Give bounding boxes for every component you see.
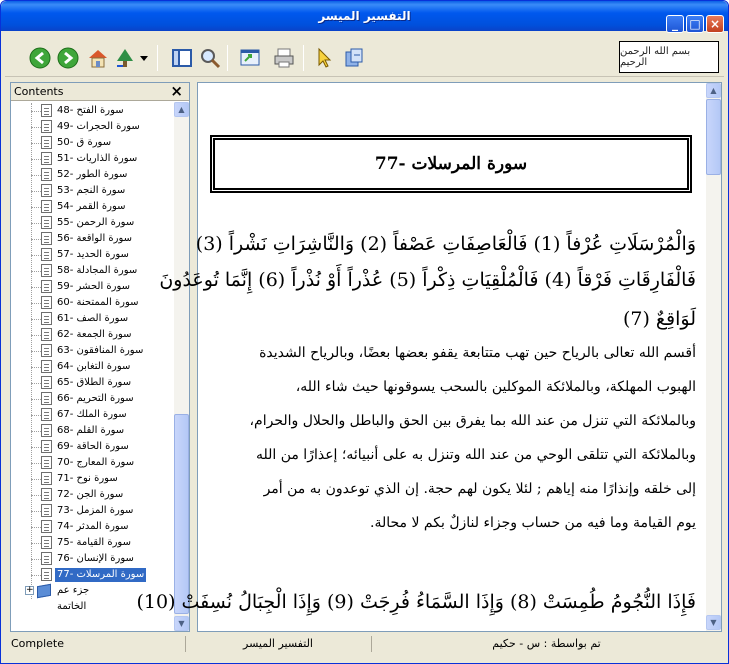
search-icon[interactable] [197, 45, 223, 71]
tree-item[interactable] [11, 263, 173, 279]
scroll-thumb[interactable] [174, 414, 189, 614]
expand-icon[interactable]: + [26, 585, 34, 595]
status-app-name: التفسير الميسر [185, 636, 370, 652]
document-icon [41, 344, 52, 357]
scroll-down-icon[interactable]: ▼ [174, 616, 189, 631]
tree-item[interactable] [11, 439, 173, 455]
tree-item[interactable] [11, 423, 173, 439]
document-icon [41, 504, 52, 517]
tree-item[interactable] [11, 487, 173, 503]
contents-header [11, 83, 189, 101]
tree-item-label: سورة الطور -52 [57, 169, 128, 180]
dropdown-arrow-icon[interactable] [138, 45, 150, 71]
tree-item[interactable] [11, 359, 173, 375]
tree-item[interactable] [11, 327, 173, 343]
tree-item[interactable] [11, 311, 173, 327]
home-icon[interactable] [85, 45, 111, 71]
forward-icon[interactable] [55, 45, 81, 71]
content-scrollbar[interactable] [706, 83, 721, 631]
tree-item[interactable] [11, 567, 173, 583]
tree-item[interactable] [11, 279, 173, 295]
document-icon [41, 152, 52, 165]
tree-item-label: سورة القيامة -75 [57, 537, 131, 548]
tafsir-line: أقسم الله تعالى بالرياح حين تهب متتابعة يقفو بعضها بعضًا، وبالرياح الشديدة [259, 345, 696, 361]
document-icon [41, 424, 52, 437]
tafsir-line: وبالملائكة التي تنزل من عند الله بما يفرق بين الحق والباطل والحلال والحرام، [249, 413, 696, 429]
document-icon [41, 296, 52, 309]
document-icon [41, 248, 52, 261]
tree-item-label: سورة المنافقون -63 [57, 345, 144, 356]
ayah-line: فَإِذَا النُّجُومُ طُمِسَتْ (8) وَإِذَا السَّمَاءُ فُرِجَتْ (9) وَإِذَا الْجِبَالُ نُسِفَتْ (10) [136, 591, 696, 613]
document-icon [41, 104, 52, 117]
document-icon [41, 488, 52, 501]
tree-item-label: سورة الحاقة -69 [57, 441, 129, 452]
scroll-down-icon[interactable]: ▼ [706, 615, 721, 630]
document-icon [41, 312, 52, 325]
hyperlink-icon[interactable] [237, 45, 263, 71]
contents-title: Contents [14, 85, 64, 98]
tree-item-label: الخاتمة [57, 601, 87, 612]
tree-item-label: سورة المدثر -74 [57, 521, 129, 532]
status-text: Complete [11, 637, 65, 650]
document-icon [41, 184, 52, 197]
document-icon [41, 536, 52, 549]
document-icon [41, 264, 52, 277]
document-icon [41, 520, 52, 533]
contents-pane [10, 82, 190, 632]
tree-item-label: سورة ق -50 [57, 137, 112, 148]
tree-item-label: سورة الجمعة -62 [57, 329, 132, 340]
options-icon[interactable] [341, 45, 367, 71]
tree-item-label: سورة الحجرات -49 [57, 121, 140, 132]
tree-item[interactable] [11, 519, 173, 535]
locate-tree-icon[interactable] [112, 45, 138, 71]
tree-item-label: سورة الواقعة -56 [57, 233, 133, 244]
tree-item[interactable] [11, 167, 173, 183]
toolbar [5, 37, 724, 77]
document-icon [41, 136, 52, 149]
tafsir-line: وبالملائكة التي تتلقى الوحي من عند الله وتنزل به على أنبيائه؛ إعذارًا من الله [255, 447, 696, 463]
tree-item[interactable] [11, 151, 173, 167]
tree-item[interactable] [11, 343, 173, 359]
document-icon [41, 408, 52, 421]
document-icon [41, 280, 52, 293]
tree-item[interactable] [11, 551, 173, 567]
back-icon[interactable] [27, 45, 53, 71]
tree-item-label: سورة الحشر -59 [57, 281, 131, 292]
tree-item-label: سورة القلم -68 [57, 425, 125, 436]
ayah-line: وَالْمُرْسَلَاتِ عُرْفاً (1) فَالْعَاصِفَاتِ عَصْفاً (2) وَالنَّاشِرَاتِ نَشْراً (3) [195, 233, 696, 255]
tree-item-label: سورة نوح -71 [57, 473, 118, 484]
tree-item-label: سورة الرحمن -55 [57, 217, 135, 228]
sura-title: 77- سورة المرسلات [374, 154, 528, 174]
tree-item[interactable] [11, 183, 173, 199]
tree-item[interactable] [11, 119, 173, 135]
tree-item-label: سورة الذاريات -51 [57, 153, 138, 164]
document-icon [41, 232, 52, 245]
tree-item[interactable] [11, 455, 173, 471]
book-icon [37, 584, 51, 598]
tree-item[interactable] [11, 231, 173, 247]
tree-item-label: سورة الحديد -57 [57, 249, 129, 260]
ayah-line: فَالْفَارِقَاتِ فَرْقاً (4) فَالْمُلْقِيَاتِ ذِكْراً (5) عُذْراً أَوْ نُذْراً (6) إِنَّمَا تُوعَدُونَ [159, 269, 696, 291]
status-credit: تم بواسطة : س - حكيم [371, 636, 721, 652]
tree-item-label: سورة الملك -67 [57, 409, 127, 420]
scroll-thumb[interactable] [706, 99, 721, 175]
contents-scrollbar[interactable] [174, 102, 189, 631]
sura-title-box [210, 135, 692, 193]
tafsir-line: الهبوب المهلكة، وبالملائكة الموكلين بالسحب يسوقونها حيث شاء الله، [295, 379, 696, 395]
basmala-logo [619, 41, 719, 73]
tree-item[interactable] [11, 295, 173, 311]
close-button[interactable]: × [706, 15, 724, 33]
document-icon [41, 216, 52, 229]
tree-item-label: سورة القمر -54 [57, 201, 126, 212]
document-icon [41, 456, 52, 469]
content-pane [136, 82, 722, 632]
tree-item[interactable] [11, 103, 173, 119]
tree-item[interactable] [11, 407, 173, 423]
tree-item-label: سورة التحريم -66 [57, 393, 134, 404]
document-icon [41, 392, 52, 405]
tree-item-label: سورة المرسلات -77 [57, 569, 145, 580]
document-icon [41, 376, 52, 389]
title-bar[interactable] [1, 1, 728, 31]
contents-close-icon[interactable]: × [170, 82, 183, 100]
document-icon [41, 120, 52, 133]
tree-item[interactable] [11, 471, 173, 487]
scroll-up-icon[interactable]: ▲ [174, 102, 189, 117]
tree-item-label: سورة المجادلة -58 [57, 265, 138, 276]
tree-item[interactable] [11, 247, 173, 263]
pointer-icon[interactable] [311, 45, 337, 71]
document-icon [41, 552, 52, 565]
maximize-button[interactable]: □ [686, 15, 704, 33]
scroll-up-icon[interactable]: ▲ [706, 83, 721, 98]
contents-toggle-icon[interactable] [169, 45, 195, 71]
tree-item[interactable] [11, 375, 173, 391]
document-icon [41, 568, 52, 581]
status-bar [5, 634, 724, 654]
tree-item[interactable] [11, 391, 173, 407]
tafsir-line: يوم القيامة وما فيه من حساب وجزاء لنازلٌ بكم لا محالة. [370, 515, 696, 531]
tree-item-label: سورة المزمل -73 [57, 505, 134, 516]
print-icon[interactable] [271, 45, 297, 71]
tree-item-label: سورة الطلاق -65 [57, 377, 132, 388]
tree-item-label: سورة النجم -53 [57, 185, 126, 196]
ayah-line: لَوَاقِعٌ (7) [622, 308, 696, 330]
tree-item[interactable] [11, 215, 173, 231]
tafsir-line: إلى خلقه وإنذارًا منه إياهم ; لئلا يكون لهم حجة. إن الذي توعدون به من أمر [263, 481, 696, 497]
tree-item-label: سورة المعارج -70 [57, 457, 135, 468]
tree-item-label: سورة الصف -61 [57, 313, 129, 324]
tree-item[interactable] [11, 535, 173, 551]
tree-item-label: سورة الجن -72 [57, 489, 124, 500]
document-icon [41, 440, 52, 453]
tree-item[interactable] [11, 135, 173, 151]
window-title: التفسير الميسر [318, 9, 411, 23]
document-icon [41, 200, 52, 213]
contents-tree [11, 103, 173, 631]
document-icon [41, 168, 52, 181]
tree-item-label: سورة الممتحنة -60 [57, 297, 139, 308]
tree-folder-label: جزء عم [57, 585, 90, 596]
basmala-text: بسم الله الرحمن الرحيم [620, 46, 691, 68]
minimize-button[interactable]: _ [666, 15, 684, 33]
document-icon [41, 328, 52, 341]
tree-item-label: سورة الفتح -48 [57, 105, 124, 116]
tree-item[interactable] [11, 199, 173, 215]
tree-item-label: سورة التغابن -64 [57, 361, 131, 372]
document-icon [41, 472, 52, 485]
tree-item-label: سورة الإنسان -76 [57, 553, 134, 564]
tree-item[interactable] [11, 503, 173, 519]
document-icon [41, 360, 52, 373]
